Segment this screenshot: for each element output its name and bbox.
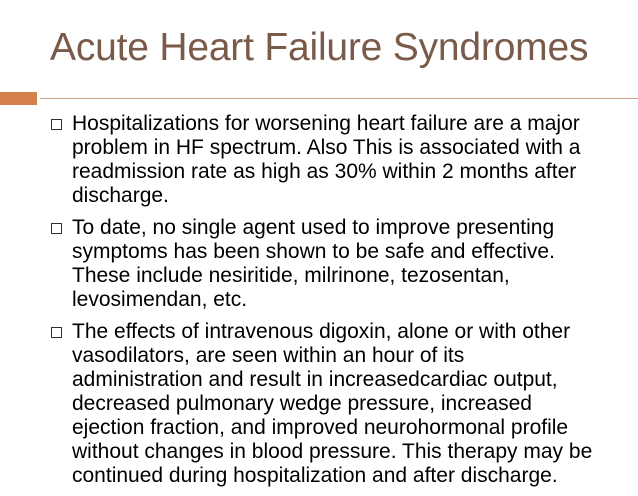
square-bullet-icon <box>51 327 62 338</box>
square-bullet-icon <box>51 223 62 234</box>
title-divider-line <box>40 98 638 99</box>
bullet-item <box>0 320 638 488</box>
slide-title: Acute Heart Failure Syndromes <box>50 26 589 69</box>
square-bullet-icon <box>51 119 62 130</box>
bullet-text: To date, no single agent used to improve presenting symptoms has been shown to be safe and effective. These include nesiritide, milrinone, tezosentan, levosimendan, etc. <box>72 216 555 311</box>
bullet-list <box>0 112 638 496</box>
bullet-item <box>0 216 638 312</box>
bullet-text: Hospitalizations for worsening heart failure are a major problem in HF spectrum. Also This is associated with a readmission rate as high as 30% within 2 months after discharge. <box>72 112 581 207</box>
bullet-item <box>0 112 638 208</box>
bullet-text: The effects of intravenous digoxin, alone or with other vasodilators, are seen within an hour of its administration and result in increasedcardiac output, decreased pulmonary wedge pressure, increased ejection fraction, and improved neurohormonal profile without changes in blood pressure. This therapy may be continued during hospitalization and after discharge. <box>72 320 593 487</box>
title-accent-bar <box>0 92 37 105</box>
